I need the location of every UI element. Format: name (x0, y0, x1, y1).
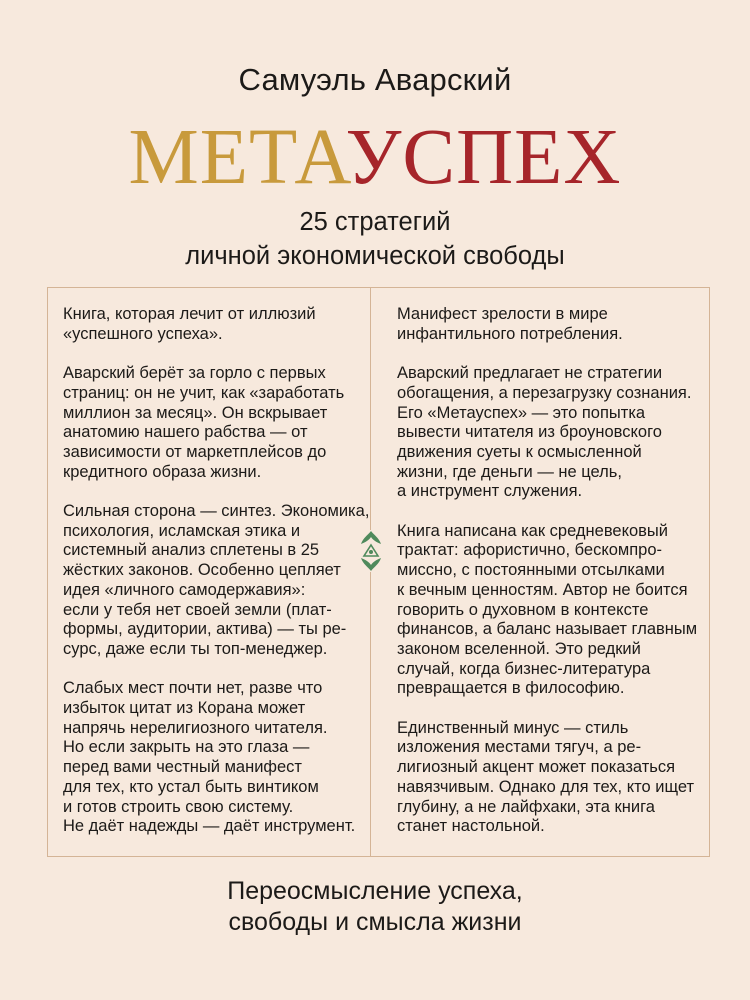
text-line: Его «Метауспех» — это попытка (397, 403, 646, 422)
text-line: Не даёт надежды — даёт инструмент. (63, 817, 356, 836)
right-review-column (397, 305, 697, 857)
text-line: говорить о духовном в контексте (397, 600, 649, 619)
text-line: системный анализ сплетены в 25 (63, 541, 320, 560)
author-name: Самуэль Аварский (238, 62, 512, 97)
review-paragraph (63, 679, 363, 837)
book-subtitle (0, 205, 750, 273)
review-paragraph (397, 364, 697, 502)
text-line: страниц: он не учит, как «заработать (63, 383, 345, 402)
text-line: зависимости от маркетплейсов до (63, 442, 327, 461)
text-line: превращается в философию. (397, 679, 625, 698)
subtitle-line: 25 стратегий (299, 208, 451, 236)
text-line: движения суеты к осмысленной (397, 442, 642, 461)
text-line: сурс, даже если ты топ-менеджер. (63, 639, 328, 658)
text-line: трактат: афористично, бескомпро- (397, 541, 663, 560)
text-line: жизни, где деньги — не цель, (397, 462, 622, 481)
text-line: психология, исламская этика и (63, 521, 301, 540)
cover-tagline (0, 876, 750, 938)
text-line: перед вами честный манифест (63, 758, 302, 777)
text-line: напрячь нерелигиозного читателя. (63, 718, 328, 737)
text-line: станет настольной. (397, 817, 545, 836)
left-review-column (63, 305, 370, 857)
text-line: законом вселенной. Это редкий (397, 639, 641, 658)
text-line: глубину, а не лайфхаки, эта книга (397, 797, 655, 816)
review-paragraph (63, 305, 363, 344)
text-line: если у тебя нет своей земли (плат- (63, 600, 332, 619)
review-paragraph (397, 719, 697, 837)
text-line: лигиозный акцент может показаться (397, 758, 676, 777)
review-paragraph (397, 305, 697, 344)
text-line: Но если закрыть на это глаза — (63, 738, 310, 757)
text-line: к вечным ценностям. Автор не боится (397, 580, 688, 599)
text-line: Книга, которая лечит от иллюзий (63, 305, 316, 323)
review-paragraph (63, 502, 370, 660)
text-line: и готов строить свою систему. (63, 797, 294, 816)
title-part-uspeh: УСПЕХ (345, 114, 622, 201)
text-line: Книга написана как средневековый (397, 521, 668, 540)
text-line: обогащения, а перезагрузку сознания. (397, 383, 692, 402)
text-line: миллион за месяц». Он вскрывает (63, 403, 328, 422)
tagline-line: Переосмысление успеха, (227, 877, 523, 905)
title-part-meta: МЕТА (128, 114, 346, 201)
text-line: вывести читателя из броуновского (397, 423, 662, 442)
review-paragraph (397, 522, 697, 699)
text-line: Манифест зрелости в мире (397, 305, 608, 323)
text-line: Сильная сторона — синтез. Экономика, (63, 502, 370, 520)
text-line: «успешного успеха». (63, 324, 223, 343)
text-line: жёстких законов. Особенно цепляет (63, 561, 341, 580)
review-paragraph (63, 364, 363, 482)
text-line: Аварский предлагает не стратегии (397, 364, 663, 383)
text-line: избыток цитат из Корана может (63, 699, 306, 718)
text-line: Аварский берёт за горло с первых (63, 364, 326, 383)
text-line: инфантильного потребления. (397, 324, 623, 343)
subtitle-line: личной экономической свободы (185, 242, 565, 270)
text-line: финансов, а баланс называет главным (397, 620, 698, 639)
text-line: кредитного образа жизни. (63, 462, 262, 481)
text-line: Слабых мест почти нет, разве что (63, 679, 323, 698)
text-line: изложения местами тягуч, а ре- (397, 738, 642, 757)
text-line: навязчивым. Однако для тех, кто ищет (397, 777, 695, 796)
text-line: идея «личного самодержавия»: (63, 580, 306, 599)
text-line: а инструмент служения. (397, 482, 583, 501)
text-line: для тех, кто устал быть винтиком (63, 777, 319, 796)
book-title (0, 114, 750, 201)
tagline-line: свободы и смысла жизни (228, 908, 522, 936)
text-line: миссно, с постоянными отсылками (397, 561, 665, 580)
text-line: анатомию нашего рабства — от (63, 423, 308, 442)
text-line: Единственный минус — стиль (397, 718, 629, 737)
text-line: формы, аудитории, актива) — ты ре- (63, 620, 347, 639)
text-line: случай, когда бизнес-литература (397, 659, 651, 678)
